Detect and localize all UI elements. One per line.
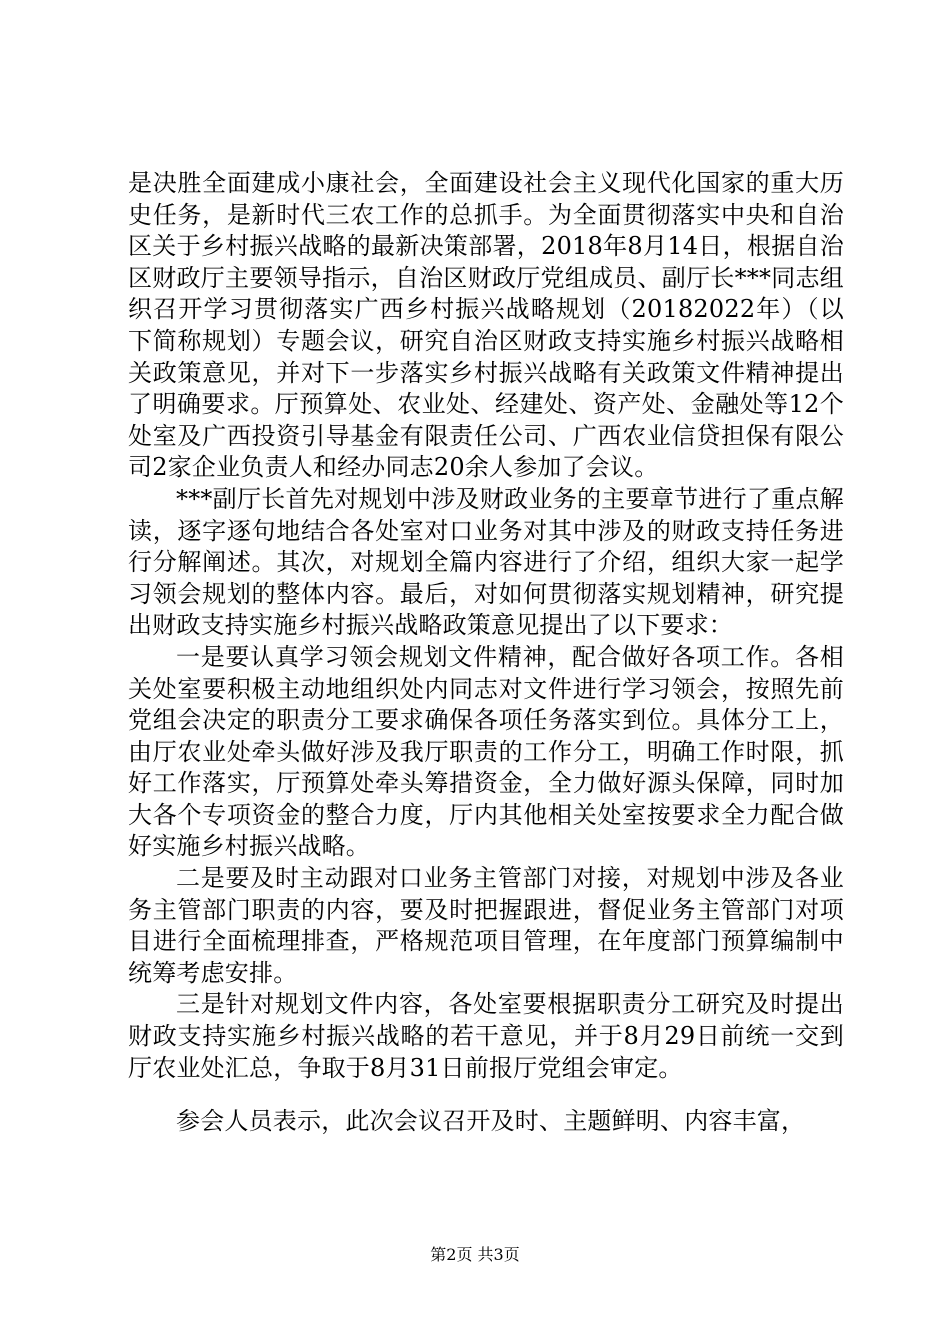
page-number: 第2页 共3页: [430, 1245, 520, 1264]
paragraph-4: 二是要及时主动跟对口业务主管部门对接，对规划中涉及各业务主管部门职责的内容，要及时把握跟进，督促业务主管部门对项目进行全面梳理排查，严格规范项目管理，在年度部门预算编制中统筹考虑安排。: [128, 864, 844, 987]
paragraph-2: ***副厅长首先对规划中涉及财政业务的主要章节进行了重点解读，逐字逐句地结合各处室对口业务对其中涉及的财政支持任务进行分解阐述。其次，对规划全篇内容进行了介绍，组织大家一起学习领会规划的整体内容。最后，对如何贯彻落实规划精神，研究提出财政支持实施乡村振兴战略政策意见提出了以下要求：: [128, 484, 844, 640]
document-body: [128, 168, 844, 1138]
paragraph-3: 一是要认真学习领会规划文件精神，配合做好各项工作。各相关处室要积极主动地组织处内同志对文件进行学习领会，按照先前党组会决定的职责分工要求确保各项任务落实到位。具体分工上，由厅农业处牵头做好涉及我厅职责的工作分工，明确工作时限，抓好工作落实，厅预算处牵头筹措资金，全力做好源头保障，同时加大各个专项资金的整合力度，厅内其他相关处室按要求全力配合做好实施乡村振兴战略。: [128, 642, 844, 861]
paragraph-1: 是决胜全面建成小康社会，全面建设社会主义现代化国家的重大历史任务，是新时代三农工作的总抓手。为全面贯彻落实中央和自治区关于乡村振兴战略的最新决策部署，2018年8月14日，根据自治区财政厅主要领导指示，自治区财政厅党组成员、副厅长***同志组织召开学习贯彻落实广西乡村振兴战略规划（20182022年）（以下简称规划）专题会议，研究自治区财政支持实施乡村振兴战略相关政策意见，并对下一步落实乡村振兴战略有关政策文件精神提出了明确要求。厅预算处、农业处、经建处、资产处、金融处等12个处室及广西投资引导基金有限责任公司、广西农业信贷担保有限公司2家企业负责人和经办同志20余人参加了会议。: [128, 169, 844, 482]
paragraph-6: 参会人员表示，此次会议召开及时、主题鲜明、内容丰富，: [176, 1107, 806, 1136]
paragraph-5: 三是针对规划文件内容，各处室要根据职责分工研究及时提出财政支持实施乡村振兴战略的若干意见，并于8月29日前统一交到厅农业处汇总，争取于8月31日前报厅党组会审定。: [128, 990, 844, 1082]
page-footer: [0, 1245, 950, 1265]
